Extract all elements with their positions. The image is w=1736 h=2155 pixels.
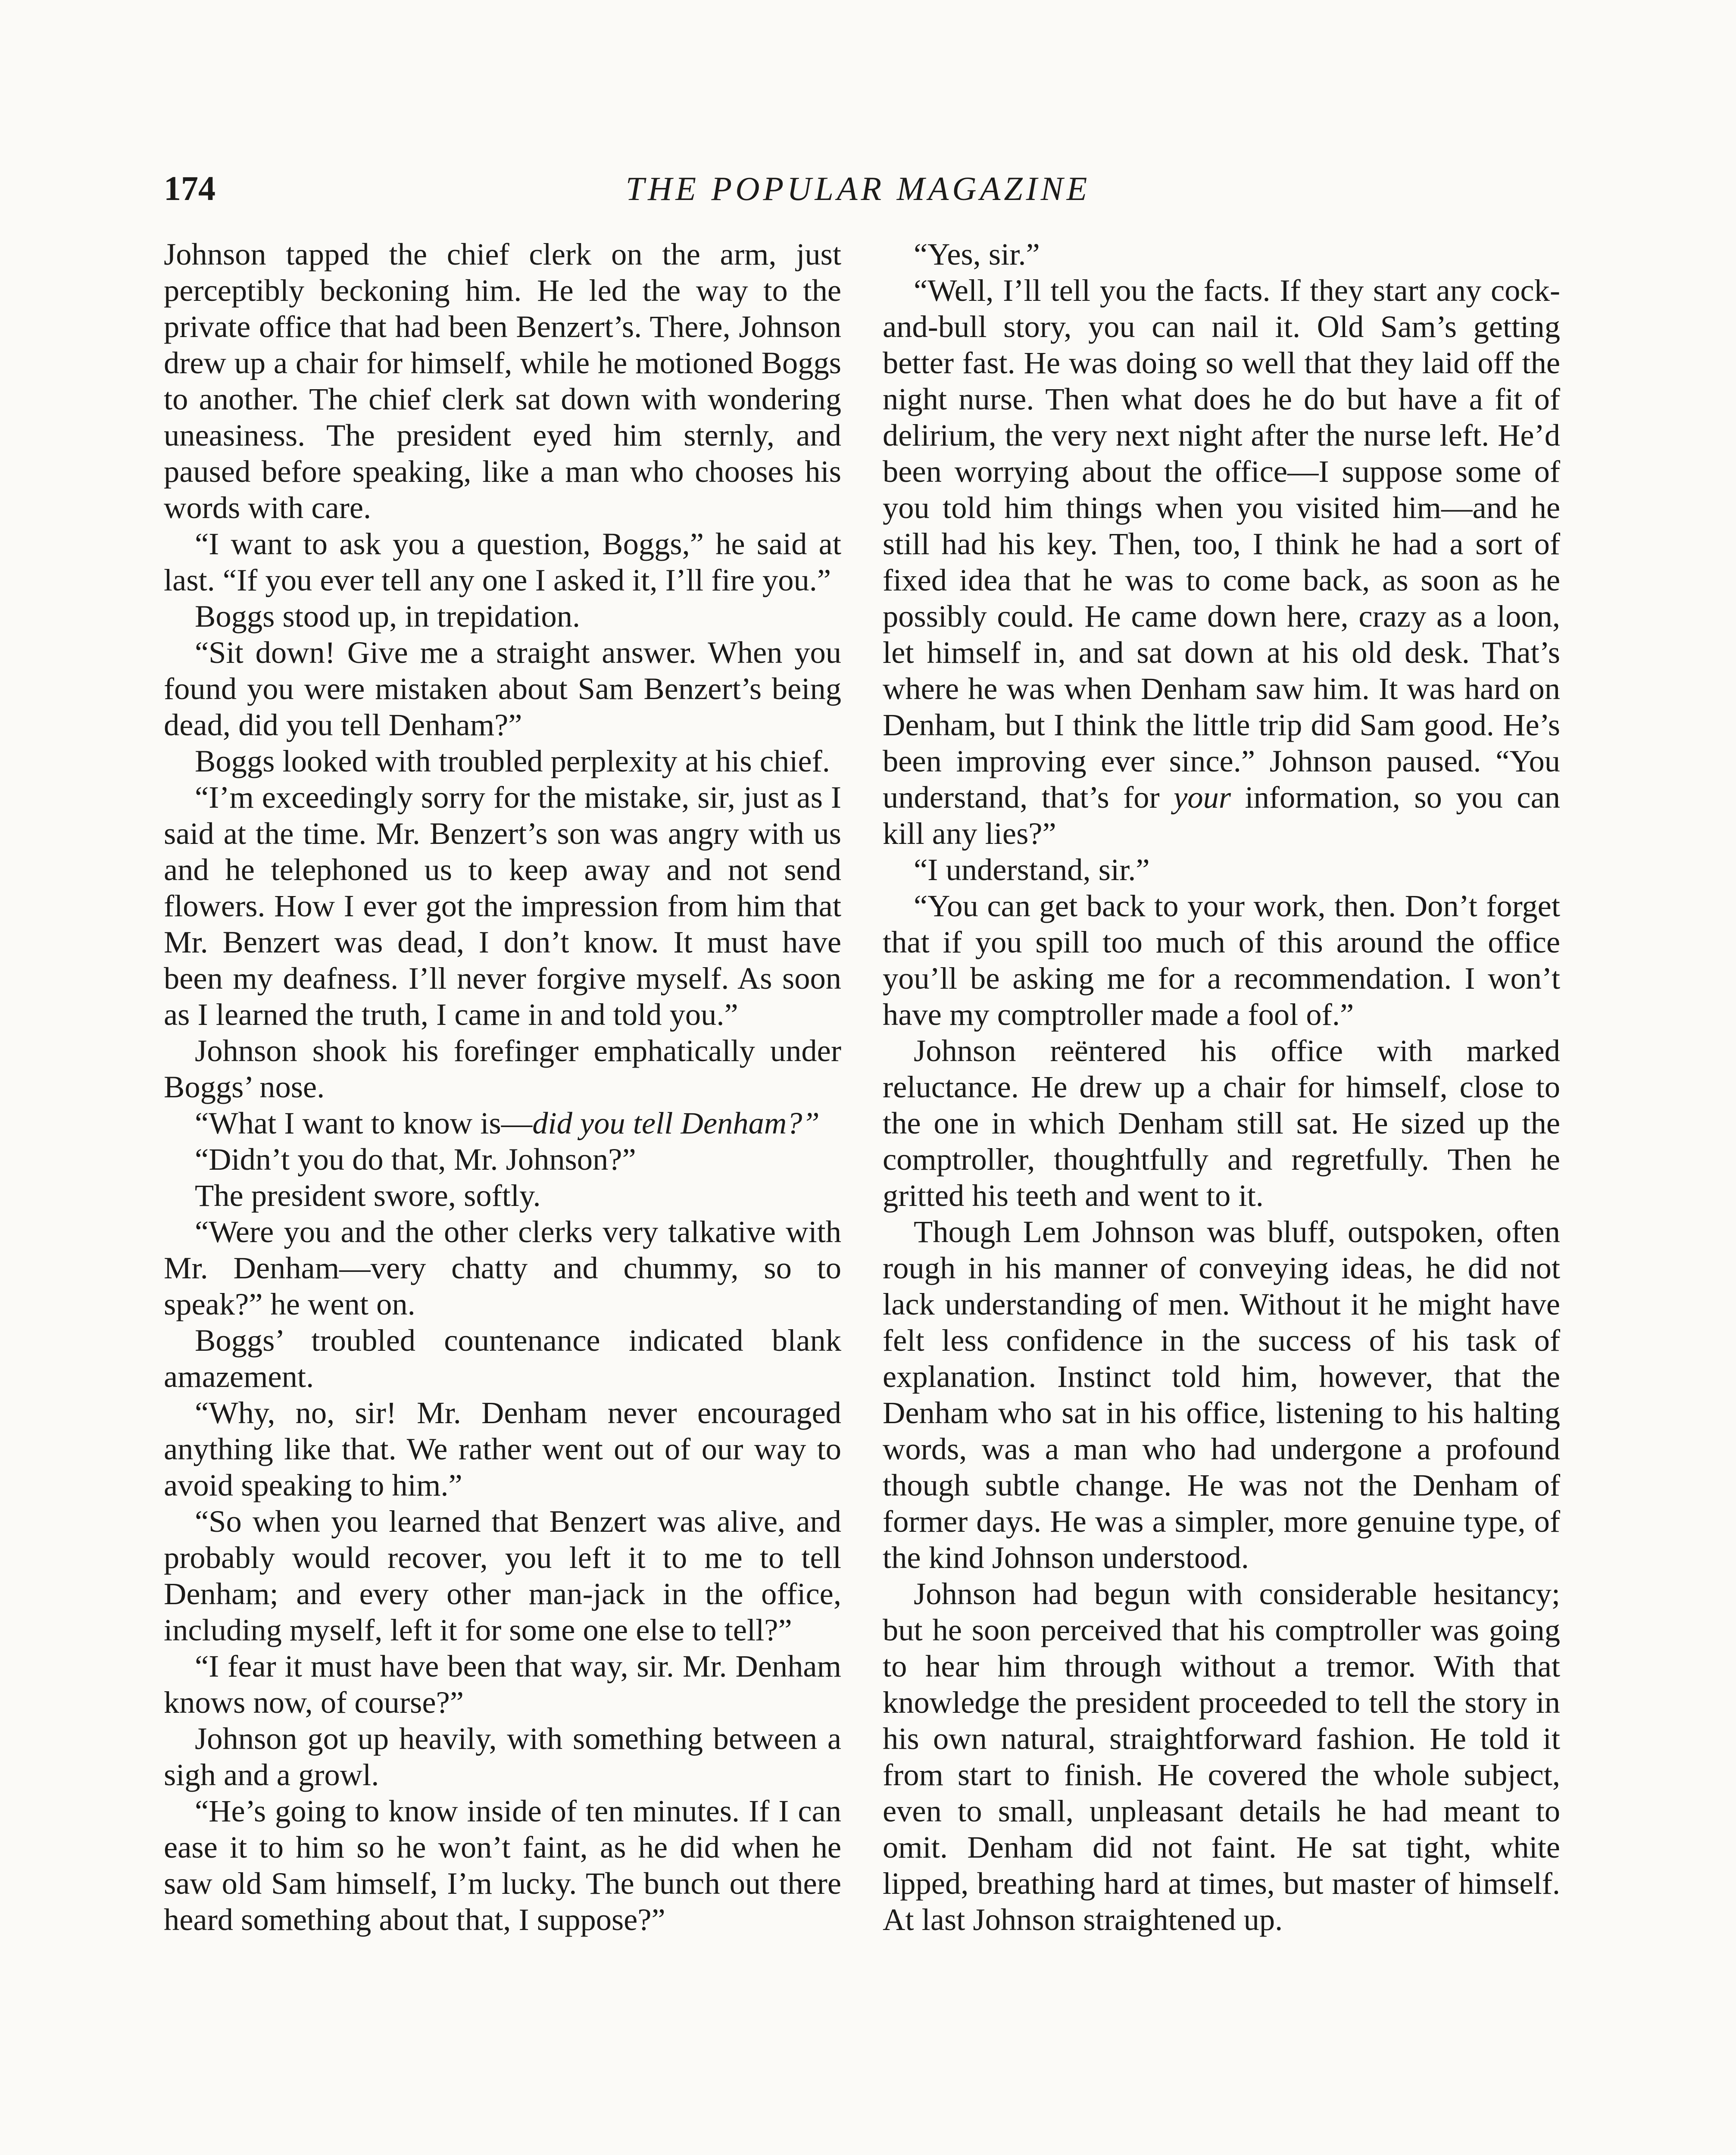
paragraph: “Well, I’ll tell you the facts. If they start any cock-and-bull story, you can nail it. Old Sam’s getting better fast. He was doing so well that they laid off the night nurse. Then what does he do but have a fit of delirium, the very next night after the nurse left. He’d been worrying about the office—I suppose some of you told him things when you visited him—and he still had his key. Then, too, I think he had a sort of fixed idea that he was to come back, as soon as he possibly could. He came down here, crazy as a loon, let himself in, and sat down at his old desk. That’s where he was when Denham saw him. It was hard on Denham, but I think the little trip did Sam good. He’s been improving ever since.” Johnson paused. “You understand, that’s for your information, so you can kill any lies?” (883, 273, 1561, 851)
paragraph: “He’s going to know inside of ten minutes. If I can ease it to him so he won’t faint, as he did when he saw old Sam himself, I’m lucky. The bunch out there heard something about that, I suppose?” (164, 1793, 841, 1937)
paragraph: “I’m exceedingly sorry for the mistake, sir, just as I said at the time. Mr. Benzert’s son was angry with us and he telephoned us to keep away and not send flowers. How I ever got the impression from him that Mr. Benzert was dead, I don’t know. It must have been my deafness. I’ll never forgive myself. As soon as I learned the truth, I came in and told you.” (164, 780, 841, 1032)
paragraph: Boggs stood up, in trepidation. (195, 599, 581, 634)
paragraph: “Why, no, sir! Mr. Denham never encouraged anything like that. We rather went out of our way to avoid speaking to him.” (164, 1395, 841, 1502)
page-number: 174 (164, 170, 215, 208)
paragraph: “Were you and the other clerks very talkative with Mr. Denham—very chatty and chummy, so to speak?” he went on. (164, 1214, 841, 1321)
page-header (164, 163, 1552, 215)
paragraph: “What I want to know is—did you tell Denham?” (195, 1106, 820, 1140)
paragraph: “Didn’t you do that, Mr. Johnson?” (195, 1142, 636, 1177)
paragraph: Johnson tapped the chief clerk on the arm, just perceptibly beckoning him. He led the way to the private office that had been Benzert’s. There, Johnson drew up a chair for himself, while he motioned Boggs to another. The chief clerk sat down with wondering uneasiness. The president eyed him sternly, and paused before speaking, like a man who chooses his words with care. (164, 237, 841, 525)
paragraph: “So when you learned that Benzert was alive, and probably would recover, you left it to me to tell Denham; and every other man-jack in the office, including myself, left it for some one else to tell?” (164, 1504, 841, 1647)
paragraph: Boggs looked with troubled perplexity at his chief. (195, 743, 830, 778)
paragraph: Johnson shook his forefinger emphatically under Boggs’ nose. (164, 1033, 841, 1104)
paragraph: “I want to ask you a question, Boggs,” he said at last. “If you ever tell any one I asked it, I’ll fire you.” (164, 526, 841, 597)
left-text-column (164, 236, 841, 1938)
paragraph: Though Lem Johnson was bluff, outspoken, often rough in his manner of conveying ideas, he did not lack understanding of men. Without it he might have felt less confidence in the success of his task of explanation. Instinct told him, however, that the Denham who sat in his office, listening to his halting words, was a man who had undergone a profound though subtle change. He was not the Denham of former days. He was a simpler, more genuine type, of the kind Johnson understood. (883, 1214, 1560, 1575)
paragraph: The president swore, softly. (195, 1178, 541, 1213)
paragraph: Johnson got up heavily, with something between a sigh and a growl. (164, 1721, 841, 1792)
paragraph: “I understand, sir.” (914, 852, 1150, 887)
paragraph: “You can get back to your work, then. Don’t forget that if you spill too much of this around the office you’ll be asking me for a recommendation. I won’t have my comptroller made a fool of.” (883, 888, 1560, 1032)
paragraph: “Yes, sir.” (914, 237, 1040, 272)
paragraph: “Sit down! Give me a straight answer. When you found you were mistaken about Sam Benzert’s being dead, did you tell Denham?” (164, 635, 841, 742)
running-title: THE POPULAR MAGAZINE (625, 170, 1091, 207)
paragraph: Boggs’ troubled countenance indicated blank amazement. (164, 1323, 841, 1394)
paragraph: Johnson had begun with considerable hesitancy; but he soon perceived that his comptroller was going to hear him through without a tremor. With that knowledge the president proceeded to tell the story in his own natural, straightforward fashion. He told it from start to finish. He covered the whole subject, even to small, unpleasant details he had meant to omit. Denham did not faint. He sat tight, white lipped, breathing hard at times, but master of himself. At last Johnson straightened up. (883, 1576, 1560, 1937)
right-text-column (883, 236, 1560, 1938)
paragraph: Johnson reëntered his office with marked reluctance. He drew up a chair for himself, close to the one in which Denham still sat. He sized up the comptroller, thoughtfully and regretfully. Then he gritted his teeth and went to it. (883, 1033, 1560, 1213)
paragraph: “I fear it must have been that way, sir. Mr. Denham knows now, of course?” (164, 1649, 841, 1720)
